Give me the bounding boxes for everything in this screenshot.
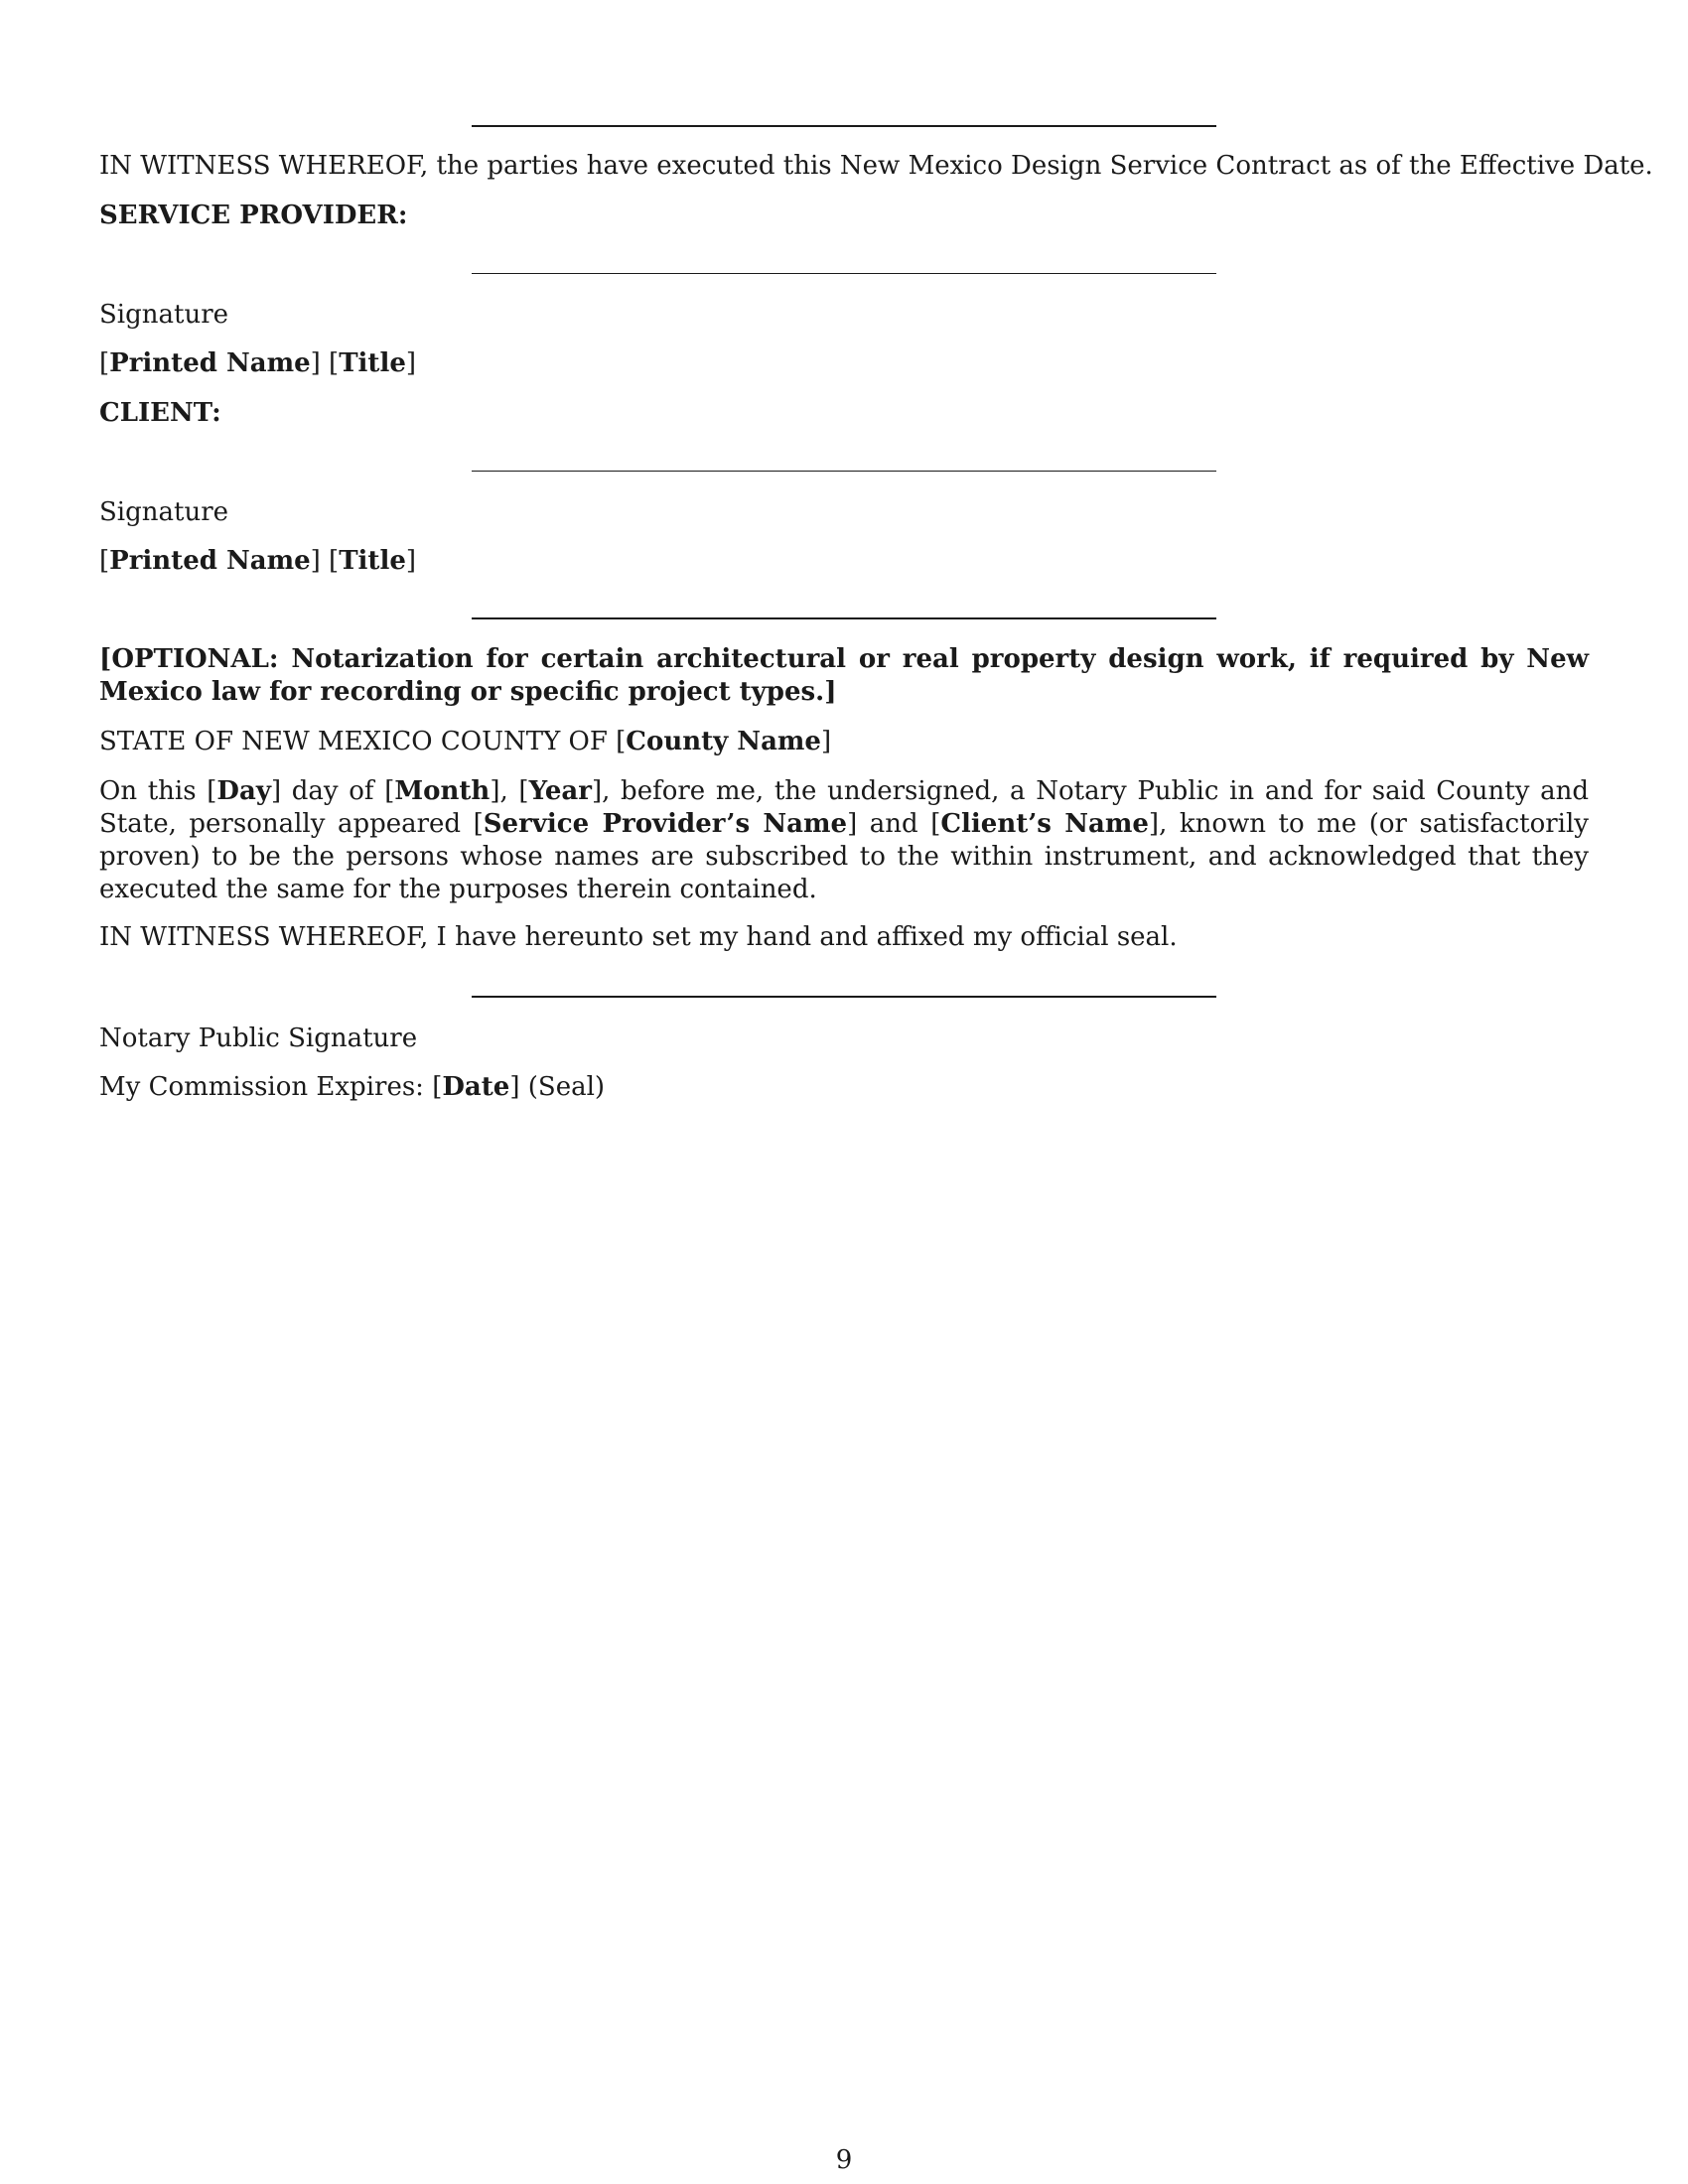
client-name-title: [Printed Name] [Title] (99, 546, 417, 576)
notary-optional-note: [OPTIONAL: Notarization for certain architectural or real property design work, if required by New Mexico law for recording or specific project types.] (99, 644, 1589, 707)
witness-statement: IN WITNESS WHEREOF, the parties have executed this New Mexico Design Service Contract as of the Effective Date. (99, 151, 1653, 181)
notary-signature-label: Notary Public Signature (99, 1024, 418, 1053)
page-number: 9 (835, 2145, 853, 2175)
ack-text-2: day of (281, 776, 385, 806)
year-placeholder: Year (528, 776, 592, 806)
client-heading: CLIENT: (99, 398, 221, 428)
ack-text-3: , (499, 776, 519, 806)
service-provider-signature-label: Signature (99, 300, 229, 330)
ack-text-6: , known to me (or satisfactorily proven) to be the persons whose names are subscribed to the within instrument, and acknowledged that they executed the same for the purposes therein contained. (99, 809, 1589, 904)
month-placeholder: Month (394, 776, 491, 806)
service-provider-name-title: [Printed Name] [Title] (99, 348, 417, 378)
county-name-placeholder: County Name (626, 727, 821, 756)
service-provider-printed-name-placeholder: Printed Name (109, 348, 311, 378)
notary-optional-note-text: OPTIONAL: Notarization for certain architectural or real property design work, if required by New Mexico law for recording or specific project types. (99, 644, 1589, 707)
client-title-placeholder: Title (339, 546, 406, 576)
service-provider-name-placeholder: Service Provider’s Name (483, 809, 848, 839)
service-provider-heading: SERVICE PROVIDER: (99, 201, 408, 230)
state-county-line: STATE OF NEW MEXICO COUNTY OF [County Name] (99, 727, 832, 756)
ack-text-5: and (857, 809, 931, 839)
state-county-prefix: STATE OF NEW MEXICO COUNTY OF (99, 727, 617, 756)
top-divider-rule (472, 125, 1216, 127)
client-signature-label: Signature (99, 497, 229, 527)
client-signature-line (472, 471, 1216, 472)
notary-signature-line (472, 996, 1216, 998)
commission-expires-line: My Commission Expires: [Date] (Seal) (99, 1072, 606, 1102)
commission-prefix: My Commission Expires: (99, 1072, 433, 1102)
notary-acknowledgment-paragraph: On this [Day] day of [Month], [Year], before me, the undersigned, a Notary Public in and for said County and State, personally appeared [Service Provider’s Name] and [Client’s Name], known to me (or satisfactorily proven) to be the persons whose names are subscribed to the within instrument, and acknowledged that they executed the same for the purposes therein contained. (99, 776, 1589, 904)
ack-text-1: On this (99, 776, 208, 806)
day-placeholder: Day (216, 776, 271, 806)
seal-label: (Seal) (527, 1072, 606, 1102)
client-name-placeholder: Client’s Name (940, 809, 1149, 839)
notary-section-divider (472, 617, 1216, 619)
ack-text-4: , before me, the undersigned, a Notary Public in and for said County and State, personally appeared (99, 776, 1589, 839)
service-provider-signature-line (472, 273, 1216, 274)
notary-witness-seal-statement: IN WITNESS WHEREOF, I have hereunto set my hand and affixed my official seal. (99, 922, 1178, 952)
client-printed-name-placeholder: Printed Name (109, 546, 311, 576)
commission-date-placeholder: Date (442, 1072, 510, 1102)
service-provider-title-placeholder: Title (339, 348, 406, 378)
